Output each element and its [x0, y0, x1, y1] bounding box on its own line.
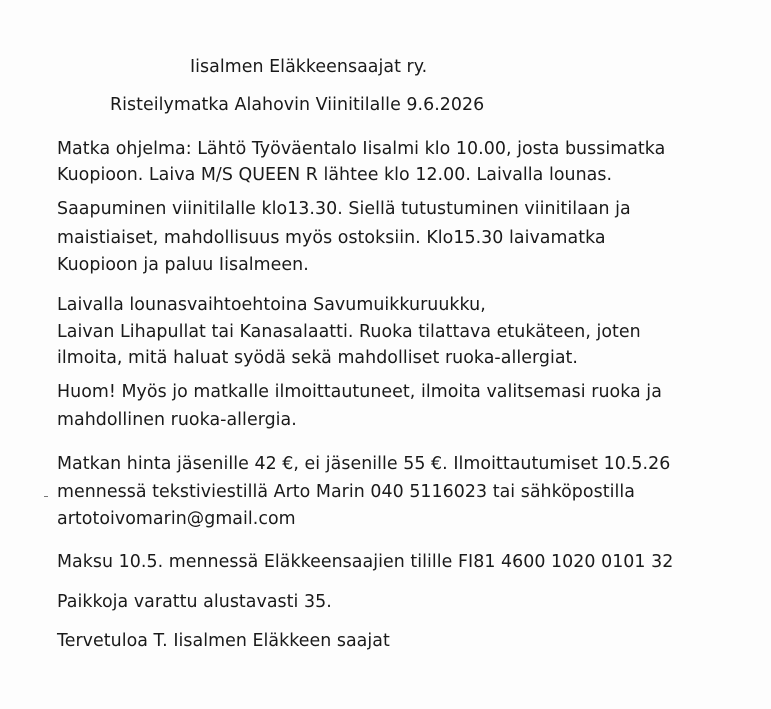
lunch-line: ilmoita, mitä haluat syödä sekä mahdolliset ruoka-allergiat. [57, 348, 578, 368]
lunch-line: Huom! Myös jo matkalle ilmoittautuneet, ilmoita valitsemasi ruoka ja [57, 382, 662, 402]
price-line: Matkan hinta jäsenille 42 €, ei jäsenille 55 €. Ilmoittautumiset 10.5.26 [57, 454, 671, 474]
seats-line: Paikkoja varattu alustavasti 35. [57, 592, 332, 612]
payment-line: Maksu 10.5. mennessä Eläkkeensaajien tilille FI81 4600 1020 0101 32 [57, 552, 674, 572]
program-line: Kuopioon. Laiva M/S QUEEN R lähtee klo 12.00. Laivalla lounas. [57, 165, 613, 185]
closing-line: Tervetuloa T. Iisalmen Eläkkeen saajat [57, 631, 390, 651]
price-line: mennessä tekstiviestillä Arto Marin 040 5116023 tai sähköpostilla [57, 482, 635, 502]
lunch-line: Laivan Lihapullat tai Kanasalaatti. Ruoka tilattava etukäteen, joten [57, 322, 641, 342]
program-line: Matka ohjelma: Lähtö Työväentalo Iisalmi klo 10.00, josta bussimatka [57, 139, 666, 159]
scan-mark [44, 496, 48, 497]
program-line: Saapuminen viinitilalle klo13.30. Siellä tutustuminen viinitilaan ja [57, 199, 631, 219]
program-line: maistiaiset, mahdollisuus myös ostoksiin. Klo15.30 laivamatka [57, 228, 606, 248]
event-title: Risteilymatka Alahovin Viinitilalle 9.6.2026 [110, 95, 485, 115]
lunch-line: Laivalla lounasvaihtoehtoina Savumuikkuruukku, [57, 295, 486, 315]
lunch-line: mahdollinen ruoka-allergia. [57, 410, 297, 430]
program-line: Kuopioon ja paluu Iisalmeen. [57, 255, 309, 275]
email-address: artotoivomarin@gmail.com [57, 509, 296, 529]
organization-heading: Iisalmen Eläkkeensaajat ry. [190, 57, 428, 77]
